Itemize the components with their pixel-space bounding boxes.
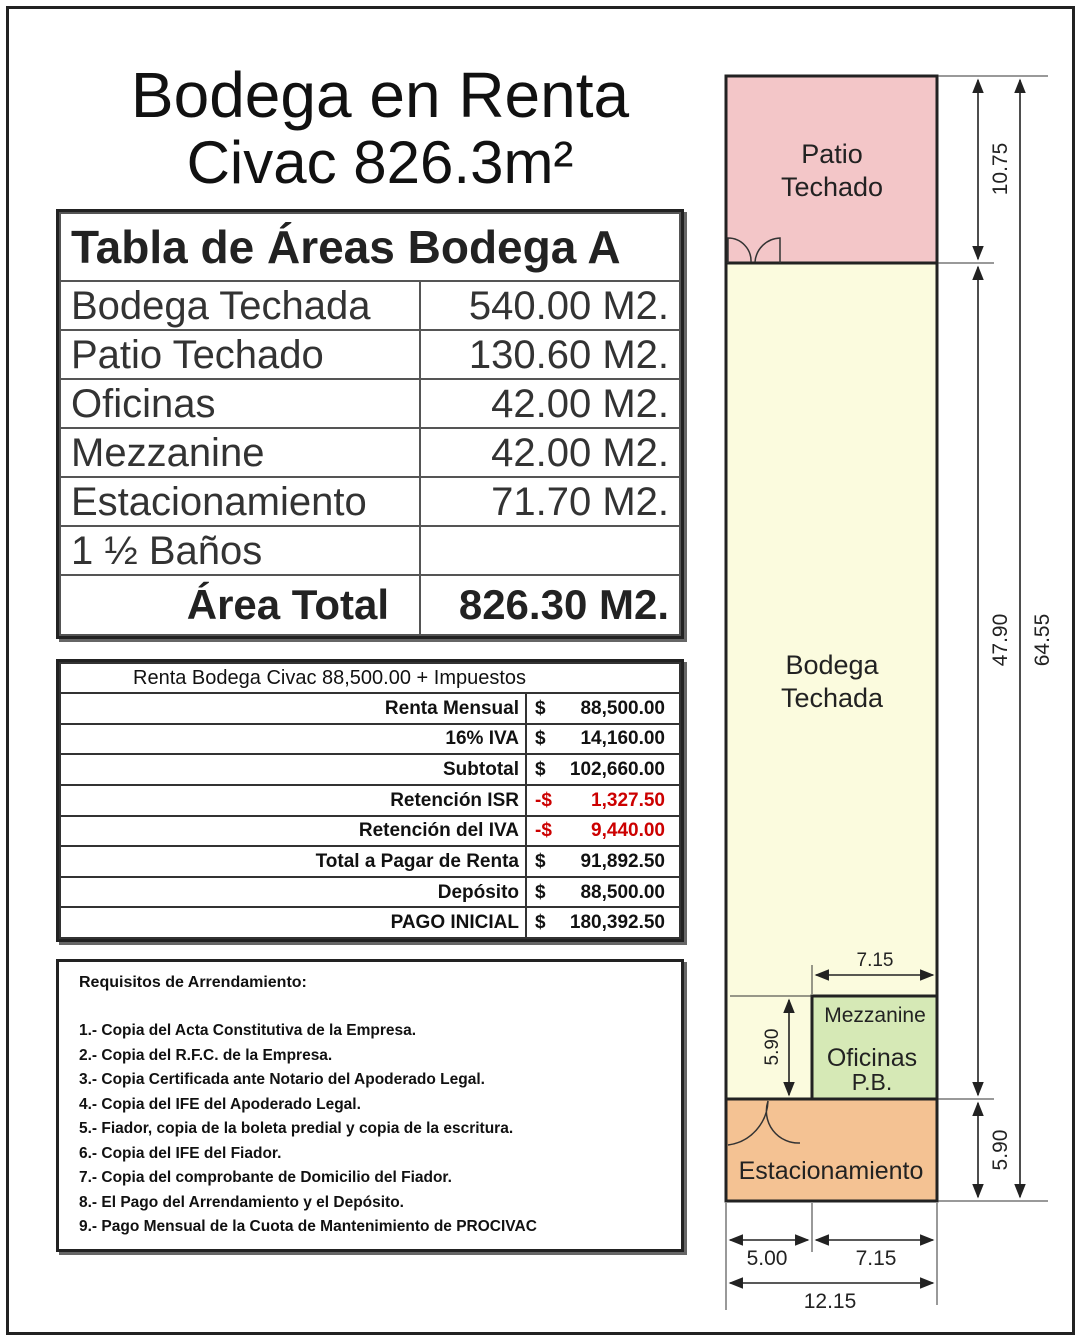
- area-total-label: Área Total: [60, 575, 420, 635]
- area-value: 130.60 M2.: [420, 330, 680, 379]
- area-label: Estacionamiento: [60, 477, 420, 526]
- rent-label: 16% IVA: [60, 724, 526, 755]
- currency-sign: $: [535, 850, 546, 872]
- patio-label-1: Patio: [801, 139, 863, 169]
- dim-total-height: 64.55: [1031, 613, 1054, 667]
- title-line-2: Civac 826.3m²: [186, 129, 574, 196]
- currency-sign: $: [535, 728, 546, 750]
- rent-label: Total a Pagar de Renta: [60, 846, 526, 877]
- amount-value: 91,892.50: [580, 850, 665, 872]
- dim-bottom-total: 12.15: [803, 1290, 857, 1313]
- amount-value: 88,500.00: [580, 881, 665, 903]
- amount-value: 14,160.00: [580, 728, 665, 750]
- requirement-item: 1.- Copia del Acta Constitutiva de la Empresa.: [79, 1022, 417, 1039]
- requirement-item: 8.- El Pago del Arrendamiento y el Depósito.: [79, 1193, 404, 1211]
- currency-sign: $: [535, 697, 546, 719]
- area-label: Mezzanine: [60, 428, 420, 477]
- dim-estacionamiento-height: 5.90: [989, 1129, 1012, 1171]
- bodega-label-1: Bodega: [785, 650, 879, 680]
- requirement-item: 9.- Pago Mensual de la Cuota de Mantenimiento de PROCIVAC: [79, 1218, 537, 1235]
- rent-label: Subtotal: [60, 754, 526, 785]
- bodega-label-2: Techada: [780, 683, 884, 713]
- area-total-value: 826.30 M2.: [420, 575, 680, 635]
- dim-bottom-left: 5.00: [746, 1247, 788, 1270]
- amount-value: 9,440.00: [591, 820, 665, 842]
- dim-oficinas-height: 5.90: [762, 1028, 783, 1066]
- amount-value: 88,500.00: [580, 697, 665, 719]
- patio-label-2: Techado: [780, 172, 884, 202]
- requirement-item: 5.- Fiador, copia de la boleta predial y copia de la escritura.: [79, 1120, 514, 1137]
- area-label: Bodega Techada: [60, 281, 420, 330]
- amount-value: 102,660.00: [569, 759, 665, 781]
- requirements-title: Requisitos de Arrendamiento:: [79, 974, 307, 991]
- amount-value: 180,392.50: [569, 912, 665, 934]
- dim-bodega-height: 47.90: [989, 613, 1012, 667]
- area-value: 540.00 M2.: [420, 281, 680, 330]
- zone-bodega: [726, 263, 937, 1099]
- amount-value: 1,327.50: [591, 789, 665, 811]
- currency-sign: $: [535, 912, 546, 934]
- area-value: 71.70 M2.: [420, 477, 680, 526]
- rent-table-heading: Renta Bodega Civac 88,500.00 + Impuestos: [60, 663, 680, 693]
- requirement-item: 4.- Copia del IFE del Apoderado Legal.: [79, 1095, 361, 1113]
- title-line-1: Bodega en Renta: [130, 59, 630, 131]
- requirement-item: 7.- Copia del comprobante de Domicilio del Fiador.: [79, 1169, 452, 1186]
- areas-table-title: Tabla de Áreas Bodega A: [60, 213, 680, 281]
- rent-label: Retención del IVA: [60, 816, 526, 847]
- requirement-item: 6.- Copia del IFE del Fiador.: [79, 1144, 282, 1162]
- rent-label: Renta Mensual: [60, 693, 526, 724]
- area-value: 42.00 M2.: [420, 379, 680, 428]
- rent-label: Depósito: [60, 877, 526, 908]
- dim-oficinas-width: 7.15: [856, 950, 894, 971]
- mezzanine-label: Mezzanine: [824, 1004, 926, 1027]
- rent-label: Retención ISR: [60, 785, 526, 816]
- zone-patio: [726, 76, 937, 263]
- area-value: 42.00 M2.: [420, 428, 680, 477]
- area-label: 1 ½ Baños: [60, 526, 420, 575]
- area-label: Oficinas: [60, 379, 420, 428]
- dim-patio-height: 10.75: [989, 142, 1012, 196]
- zone-estacionamiento: [726, 1099, 937, 1201]
- oficinas-label-1: Oficinas: [826, 1044, 918, 1072]
- currency-sign: $: [535, 881, 546, 903]
- requirement-item: 3.- Copia Certificada ante Notario del Apoderado Legal.: [79, 1071, 485, 1088]
- oficinas-label-2: P.B.: [851, 1069, 893, 1095]
- area-label: Patio Techado: [60, 330, 420, 379]
- dim-bottom-right: 7.15: [855, 1247, 897, 1270]
- currency-sign: -$: [535, 820, 552, 842]
- requirement-item: 2.- Copia del R.F.C. de la Empresa.: [79, 1046, 333, 1064]
- currency-sign: $: [535, 759, 546, 781]
- estacionamiento-label: Estacionamiento: [738, 1157, 924, 1185]
- currency-sign: -$: [535, 789, 552, 811]
- rent-label: PAGO INICIAL: [60, 907, 526, 938]
